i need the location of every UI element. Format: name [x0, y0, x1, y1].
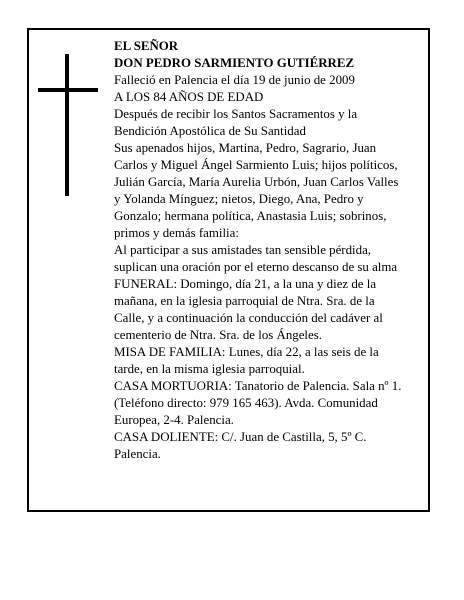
mortuary-paragraph: CASA MORTUORIA: Tanatorio de Palencia. Sala nº 1. (Teléfono directo: 979 165 463). Avda. Comunidad Europea, 2-4. Palencia. — [114, 379, 402, 427]
obituary-title: EL SEÑOR — [114, 39, 179, 53]
obituary-text — [114, 38, 406, 463]
family-mass-paragraph: MISA DE FAMILIA: Lunes, día 22, a las seis de la tarde, en la misma iglesia parroquial. — [114, 345, 379, 376]
family-paragraph: Sus apenados hijos, Martina, Pedro, Sagrario, Juan Carlos y Miguel Ángel Sarmiento Luis; hijos políticos, Julián García, María Aurelia Urbón, Juan Carlos Valles y Yolanda Mínguez; nietos, Diego, Ana, Pedro y Gonzalo; hermana política, Anastasia Luis; sobrinos, primos y demás familia: — [114, 141, 399, 240]
cross-horizontal-bar — [38, 88, 98, 92]
age-line: A LOS 84 AÑOS DE EDAD — [114, 90, 264, 104]
mourning-house-paragraph: CASA DOLIENTE: C/. Juan de Castilla, 5, 5º C. Palencia. — [114, 430, 367, 461]
sacraments-paragraph: Después de recibir los Santos Sacramentos y la Bendición Apostólica de Su Santidad — [114, 107, 358, 138]
cross-icon — [38, 54, 98, 196]
deceased-name: DON PEDRO SARMIENTO GUTIÉRREZ — [114, 56, 355, 70]
death-date: Falleció en Palencia el día 19 de junio de 2009 — [114, 73, 355, 87]
request-paragraph: Al participar a sus amistades tan sensible pérdida, suplican una oración por el eterno descanso de su alma — [114, 243, 398, 274]
cross-vertical-bar — [65, 54, 69, 196]
funeral-paragraph: FUNERAL: Domingo, día 21, a la una y diez de la mañana, en la iglesia parroquial de Ntra. Sra. de la Calle, y a continuación la conducción del cadáver al cementerio de Ntra. Sra. de los Ángeles. — [114, 277, 383, 342]
